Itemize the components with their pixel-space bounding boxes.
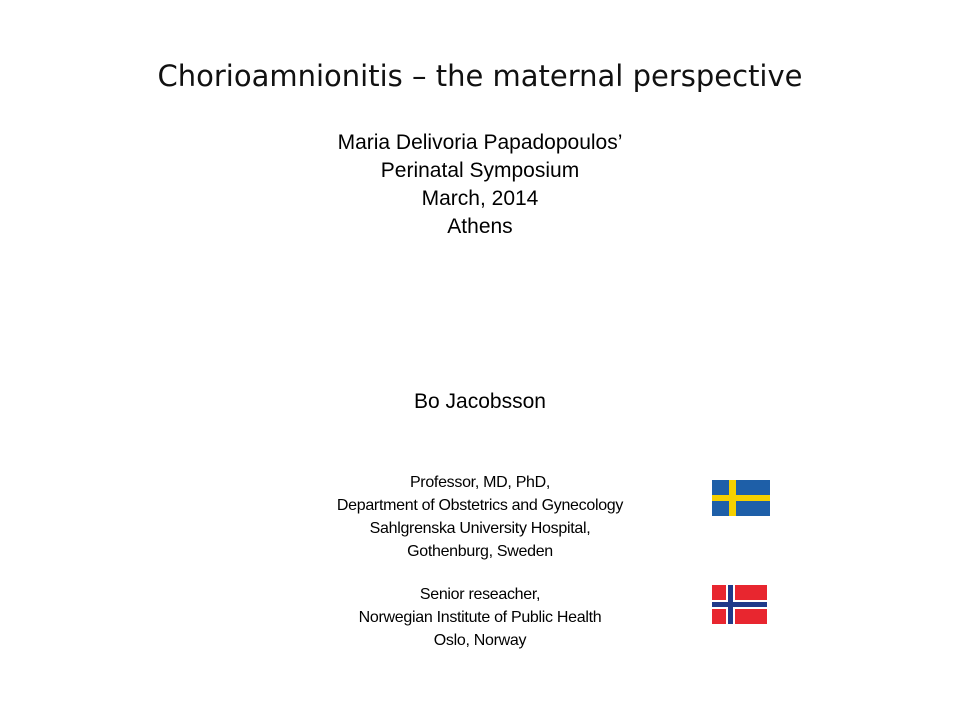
event-info — [0, 129, 960, 241]
affiliation-line: Professor, MD, PhD, — [409, 474, 551, 491]
affiliation-sweden — [280, 471, 680, 563]
sweden-flag-icon — [712, 480, 770, 516]
affiliation-line: Gothenburg, Sweden — [407, 543, 553, 560]
affiliation-norway — [280, 583, 680, 652]
event-date: March, 2014 — [421, 187, 539, 210]
slide-title: Chorioamnionitis – the maternal perspective — [157, 59, 803, 93]
affiliation-line: Norwegian Institute of Public Health — [358, 609, 602, 626]
author-name: Bo Jacobsson — [414, 390, 546, 413]
affiliation-line: Oslo, Norway — [433, 632, 527, 649]
affiliation-line: Department of Obstetrics and Gynecology — [336, 497, 624, 514]
affiliation-line: Sahlgrenska University Hospital, — [369, 520, 591, 537]
norway-flag-icon — [712, 585, 767, 624]
affiliation-line: Senior reseacher, — [419, 586, 541, 603]
event-line: Maria Delivoria Papadopoulos’ — [337, 131, 623, 154]
event-line: Perinatal Symposium — [380, 159, 580, 182]
event-location: Athens — [447, 215, 513, 238]
